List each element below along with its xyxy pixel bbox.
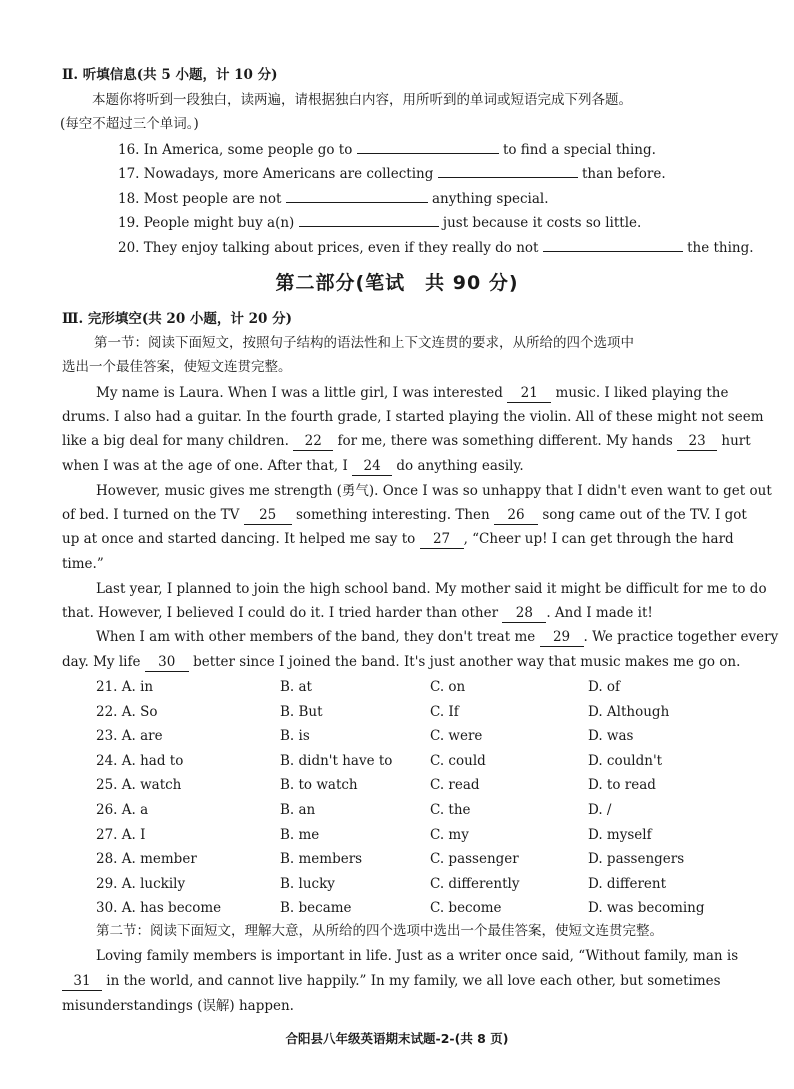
question-16: 16. In America, some people go to to find a special thing.: [118, 142, 656, 158]
option-b[interactable]: B. to watch: [280, 777, 358, 794]
option-d[interactable]: D. Although: [588, 703, 670, 720]
section3-part1-instruction: 第一节：阅读下面短文，按照句子结构的语法性和上下文连贯的要求，从所给的四个选项中: [94, 335, 634, 351]
option-a-with-number[interactable]: 26. A. a: [96, 802, 149, 818]
section2-instruction: 本题你将听到一段独白，读两遍，请根据独白内容，用所听到的单词或短语完成下列各题。: [92, 92, 632, 108]
option-d[interactable]: D. was becoming: [588, 900, 705, 917]
section3-part2-instruction: 第二节：阅读下面短文，理解大意，从所给的四个选项中选出一个最佳答案，使短文连贯完整。: [96, 923, 663, 939]
blank-22[interactable]: 22: [293, 432, 333, 451]
passage-line: time.”: [62, 556, 104, 572]
section2-instruction-note: (每空不超过三个单词。): [60, 116, 199, 132]
blank-24[interactable]: 24: [352, 457, 392, 476]
option-d[interactable]: D. was: [588, 728, 634, 745]
option-b[interactable]: B. me: [280, 826, 320, 843]
option-b[interactable]: B. an: [280, 802, 316, 818]
passage-line: when I was at the age of one. After that, I 24 do anything easily.: [62, 458, 524, 474]
section3-title: Ⅲ. 完形填空(共 20 小题，计 20 分): [62, 311, 292, 327]
question-19: 19. People might buy a(n) just because it costs so little.: [118, 215, 642, 231]
option-a-with-number[interactable]: 27. A. I: [96, 826, 146, 843]
question-17: 17. Nowadays, more Americans are collecting than before.: [118, 166, 666, 182]
passage-line: that. However, I believed I could do it. I tried harder than other 28 . And I made it!: [62, 605, 653, 621]
option-d[interactable]: D. to read: [588, 777, 656, 794]
answer-blank-19[interactable]: [299, 213, 439, 227]
option-a-with-number[interactable]: 23. A. are: [96, 728, 163, 745]
option-b[interactable]: B. lucky: [280, 875, 335, 892]
passage-line: However, music gives me strength (勇气). Once I was so unhappy that I didn't even want to get out: [96, 483, 772, 499]
blank-21[interactable]: 21: [507, 384, 551, 403]
passage-line: drums. I also had a guitar. In the fourth grade, I started playing the violin. All of these might not seem: [62, 409, 764, 425]
blank-30[interactable]: 30: [145, 653, 189, 672]
option-b[interactable]: B. is: [280, 728, 310, 745]
option-c[interactable]: C. If: [430, 703, 459, 720]
option-b[interactable]: B. at: [280, 679, 312, 695]
blank-25[interactable]: 25: [244, 506, 292, 525]
passage-line: day. My life 30 better since I joined the band. It's just another way that music makes me go on.: [62, 654, 741, 670]
page-footer: 合阳县八年级英语期末试题-2-(共 8 页): [285, 1031, 509, 1046]
option-a-with-number[interactable]: 29. A. luckily: [96, 875, 186, 892]
option-d[interactable]: D. different: [588, 875, 667, 892]
section3-part1-instruction-cont: 选出一个最佳答案，使短文连贯完整。: [62, 359, 292, 375]
answer-blank-16[interactable]: [357, 140, 499, 154]
passage-line: of bed. I turned on the TV 25 something interesting. Then 26 song came out of the TV. I got: [62, 507, 747, 523]
option-c[interactable]: C. differently: [430, 875, 520, 892]
blank-27[interactable]: 27: [420, 530, 464, 549]
blank-29[interactable]: 29: [540, 628, 584, 647]
option-d[interactable]: D. /: [588, 802, 612, 818]
option-c[interactable]: C. my: [430, 826, 469, 843]
option-a-with-number[interactable]: 21. A. in: [96, 679, 154, 695]
passage-line: like a big deal for many children. 22 for me, there was something different. My hands 23 hurt: [62, 433, 751, 449]
answer-blank-17[interactable]: [438, 164, 578, 178]
blank-26[interactable]: 26: [494, 506, 538, 525]
option-c[interactable]: C. the: [430, 802, 471, 818]
part-two-title: 第二部分(笔试 共 90 分): [275, 272, 519, 294]
option-c[interactable]: C. on: [430, 679, 466, 695]
option-c[interactable]: C. passenger: [430, 851, 519, 868]
option-b[interactable]: B. But: [280, 703, 323, 720]
blank-23[interactable]: 23: [677, 432, 717, 451]
option-a-with-number[interactable]: 28. A. member: [96, 851, 197, 868]
question-18: 18. Most people are not anything special.: [118, 191, 549, 207]
option-a-with-number[interactable]: 25. A. watch: [96, 777, 182, 794]
passage-line: up at once and started dancing. It helped me say to 27 , “Cheer up! I can get through the hard: [62, 531, 734, 547]
option-c[interactable]: C. could: [430, 752, 486, 769]
blank-31[interactable]: 31: [62, 972, 102, 991]
option-d[interactable]: D. couldn't: [588, 752, 663, 769]
option-d[interactable]: D. passengers: [588, 851, 685, 868]
option-b[interactable]: B. didn't have to: [280, 752, 393, 769]
option-c[interactable]: C. read: [430, 777, 480, 794]
option-a-with-number[interactable]: 24. A. had to: [96, 752, 184, 769]
option-a-with-number[interactable]: 22. A. So: [96, 703, 158, 720]
option-b[interactable]: B. members: [280, 851, 363, 868]
option-c[interactable]: C. were: [430, 728, 483, 745]
answer-blank-18[interactable]: [286, 189, 428, 203]
option-c[interactable]: C. become: [430, 900, 502, 917]
passage2-line: 31 in the world, and cannot live happily.” In my family, we all love each other, but sometimes: [62, 972, 721, 991]
option-a-with-number[interactable]: 30. A. has become: [96, 900, 222, 917]
option-d[interactable]: D. of: [588, 679, 621, 695]
question-20: 20. They enjoy talking about prices, even if they really do not the thing.: [118, 240, 754, 256]
option-b[interactable]: B. became: [280, 900, 352, 917]
option-d[interactable]: D. myself: [588, 826, 652, 843]
answer-blank-20[interactable]: [543, 238, 683, 252]
passage2-line: Loving family members is important in life. Just as a writer once said, “Without family, man is: [96, 948, 739, 964]
passage-line: Last year, I planned to join the high school band. My mother said it might be difficult for me to do: [96, 581, 767, 597]
passage2-line: misunderstandings (误解) happen.: [62, 998, 294, 1014]
passage-line: When I am with other members of the band, they don't treat me 29 . We practice together every: [96, 629, 779, 645]
passage-line: My name is Laura. When I was a little girl, I was interested 21 music. I liked playing the: [96, 385, 729, 401]
section2-title: Ⅱ. 听填信息(共 5 小题，计 10 分): [62, 67, 278, 83]
blank-28[interactable]: 28: [502, 604, 546, 623]
